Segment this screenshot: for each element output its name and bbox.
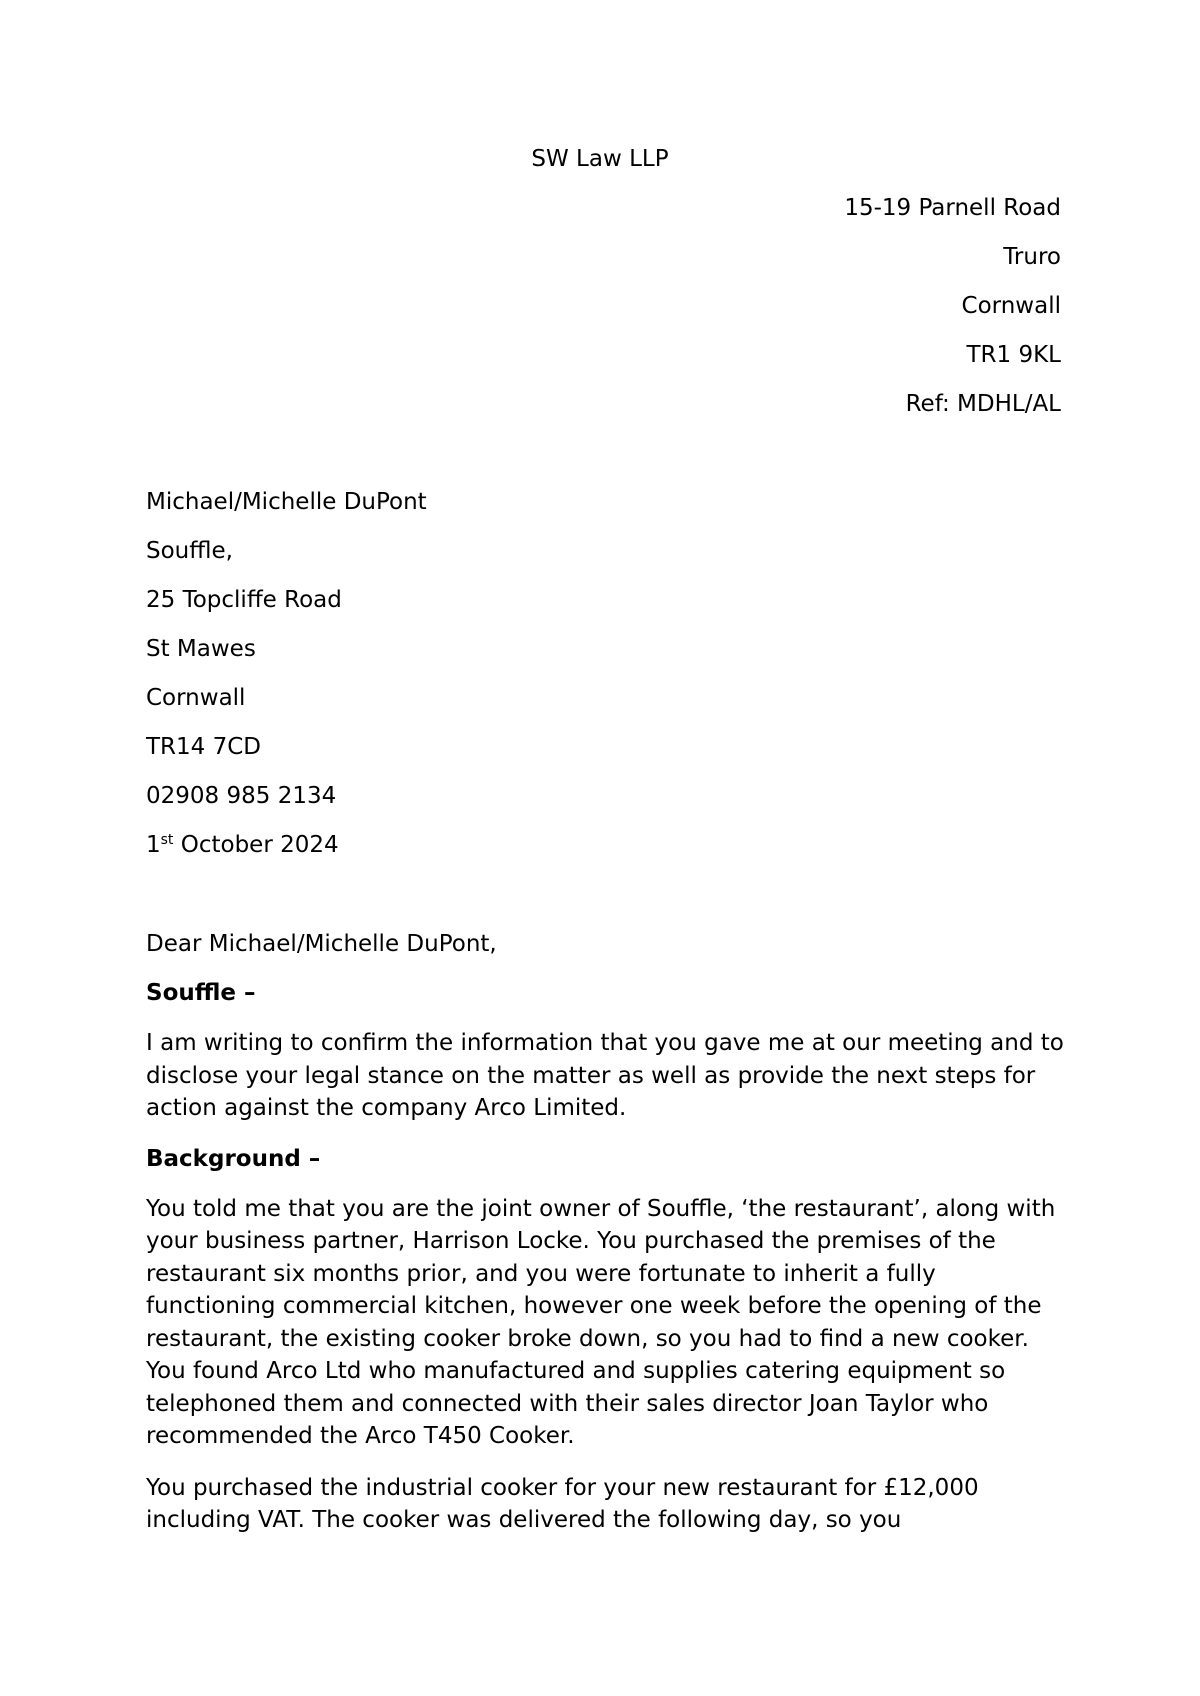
sender-address-line: 15-19 Parnell Road bbox=[844, 195, 1061, 221]
recipient-postcode: TR14 7CD bbox=[146, 734, 262, 760]
recipient-town: St Mawes bbox=[146, 636, 256, 662]
recipient-business: Souffle, bbox=[146, 538, 233, 564]
purchase-paragraph: You purchased the industrial cooker for your new restaurant for £12,000 including VAT. The cooker was delivered the following day, so you bbox=[146, 1474, 979, 1533]
subject-heading: Souffle – bbox=[146, 980, 256, 1006]
recipient-county: Cornwall bbox=[146, 685, 246, 711]
date-day: 1 bbox=[146, 832, 161, 858]
salutation: Dear Michael/Michelle DuPont, bbox=[146, 931, 497, 957]
background-paragraph: You told me that you are the joint owner of Souffle, ‘the restaurant’, along with your business partner, Harrison Locke. You purchased the premises of the restaurant six months prior, and you were fortunate to inherit a fully functioning commercial kitchen, however one week before the opening of the restaurant, the existing cooker broke down, so you had to find a new cooker. You found Arco Ltd who manufactured and supplies catering equipment so telephoned them and connected with their sales director Joan Taylor who recommended the Arco T450 Cooker. bbox=[146, 1195, 1056, 1449]
date-month-year: October 2024 bbox=[173, 832, 339, 858]
sender-address-line: Cornwall bbox=[961, 293, 1061, 319]
recipient-name: Michael/Michelle DuPont bbox=[146, 489, 427, 515]
sender-address-line: Truro bbox=[1003, 244, 1061, 270]
letter-body bbox=[146, 929, 1066, 1556]
sender-address-line: TR1 9KL bbox=[966, 342, 1061, 368]
recipient-address-block bbox=[146, 487, 746, 879]
background-heading: Background – bbox=[146, 1145, 321, 1172]
date-suffix: st bbox=[160, 832, 174, 848]
sender-address-block bbox=[561, 193, 1061, 438]
recipient-street: 25 Topcliffe Road bbox=[146, 587, 342, 613]
reference-line: Ref: MDHL/AL bbox=[905, 391, 1061, 417]
firm-name: SW Law LLP bbox=[531, 146, 669, 172]
letter-date bbox=[146, 830, 746, 879]
recipient-phone: 02908 985 2134 bbox=[146, 783, 337, 809]
intro-paragraph: I am writing to confirm the information that you gave me at our meeting and to disclose your legal stance on the matter as well as provide the next steps for action against the company Arco Limited. bbox=[146, 1030, 1064, 1121]
